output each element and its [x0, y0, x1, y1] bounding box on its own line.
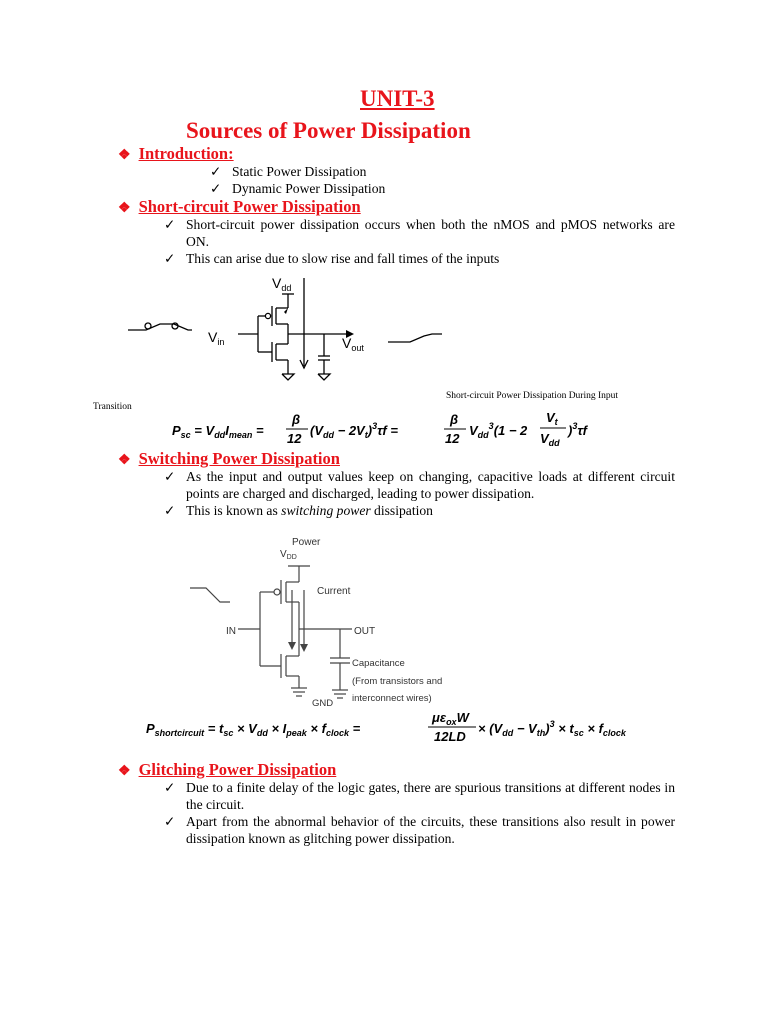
vin-label: $V_{in}$ — [208, 329, 225, 347]
svg-text:Vt: $V_t$ — [546, 410, 558, 427]
list-item: ✓ Dynamic Power Dissipation — [210, 181, 386, 196]
check-icon: ✓ — [164, 251, 176, 266]
check-icon: ✓ — [210, 164, 222, 179]
list-item: ✓ Due to a finite delay of the logic gates, there are spurious transitions at different nodes in the circuit. — [164, 780, 675, 812]
page-title: Sources of Power Dissipation — [186, 118, 471, 143]
short-circuit-power-equation — [172, 410, 612, 454]
check-icon: ✓ — [210, 181, 222, 196]
unit-title: UNIT-3 — [360, 86, 435, 111]
svg-text:× (Vdd − Vth)3 × tsc × fclock: × $(V_{dd} - V_{th})^3 \times t_{sc} \times f_{clock}$ — [478, 719, 626, 738]
vout-label: $V_{out}$ — [342, 335, 364, 353]
introduction-heading: ❖ Introduction: — [118, 144, 234, 163]
check-icon: ✓ — [164, 503, 176, 518]
svg-text:Vdd3(1 − 2: $V_{dd}^3(1 - 2$ — [469, 421, 528, 440]
svg-text:12: 12 — [287, 431, 302, 446]
svg-text:12: 12 — [445, 431, 460, 446]
svg-text:β: β — [292, 412, 301, 427]
list-item: ✓ As the input and output values keep on changing, capacitive loads at different circuit points are charged and discharged, leading to power dissipation. — [164, 469, 675, 501]
short-circuit-heading: ❖ Short-circuit Power Dissipation — [118, 197, 361, 216]
list-item: ✓ This is known as switching power dissipation — [164, 503, 433, 518]
svg-text:12LD: 12LD — [434, 729, 466, 744]
power-label: Power — [292, 537, 321, 548]
check-icon: ✓ — [164, 217, 176, 232]
in-label: IN — [226, 626, 236, 637]
capacitance-note-1: (From transistors and — [352, 676, 443, 687]
list-item: ✓ Short-circuit power dissipation occurs when both the nMOS and pMOS networks are ON. — [164, 217, 675, 249]
gnd-label: GND — [312, 698, 334, 708]
switching-power-inverter-diagram — [180, 528, 480, 708]
check-icon: ✓ — [164, 814, 176, 829]
check-icon: ✓ — [164, 780, 176, 795]
glitching-heading: ❖ Glitching Power Dissipation — [118, 760, 337, 779]
diamond-bullet-icon: ❖ — [118, 453, 131, 468]
switching-power-equation — [146, 708, 686, 752]
check-icon: ✓ — [164, 469, 176, 484]
svg-text:μεoxW: $\mu\varepsilon_{ox}W$ — [432, 710, 469, 727]
vdd-label: $V_{dd}$ — [272, 275, 292, 293]
svg-text:)3τf: )$^3$τf — [568, 421, 588, 438]
svg-text:(Vdd − 2Vt)3τf =: $(V_{dd} - 2V_t)^3\tau f$ = — [310, 421, 398, 440]
switching-heading: ❖ Switching Power Dissipation — [118, 449, 340, 468]
capacitance-label: Capacitance — [352, 658, 405, 669]
svg-text:Psc = VddImean =: $P_{sc} = V_{dd}I_{mean}$ = — [172, 423, 264, 440]
svg-text:Vdd: $V_{dd}$ — [540, 431, 560, 448]
current-label: Current — [317, 586, 351, 597]
capacitance-note-2: interconnect wires) — [352, 693, 432, 704]
diamond-bullet-icon: ❖ — [118, 148, 131, 163]
out-label: OUT — [354, 626, 376, 637]
figure-caption-continuation: Transition — [93, 402, 132, 412]
figure-caption: Short-circuit Power Dissipation During Input — [446, 391, 619, 401]
svg-text:β: β — [450, 412, 459, 427]
diamond-bullet-icon: ❖ — [118, 201, 131, 216]
short-circuit-inverter-diagram — [120, 268, 450, 392]
list-item: ✓ This can arise due to slow rise and fall times of the inputs — [164, 251, 500, 266]
list-item: ✓ Apart from the abnormal behavior of the circuits, these transitions also result in power dissipation known as glitching power dissipation. — [164, 814, 675, 846]
vdd-label: $V_{DD}$ — [280, 549, 297, 561]
diamond-bullet-icon: ❖ — [118, 764, 131, 779]
svg-text:Pshortcircuit = tsc × Vdd × Ip: $P_{shortcircuit} = t_{sc} \times V_{dd} \times I_{peak} \times f_{clock}$ = — [146, 721, 361, 738]
list-item: ✓ Static Power Dissipation — [210, 164, 367, 179]
